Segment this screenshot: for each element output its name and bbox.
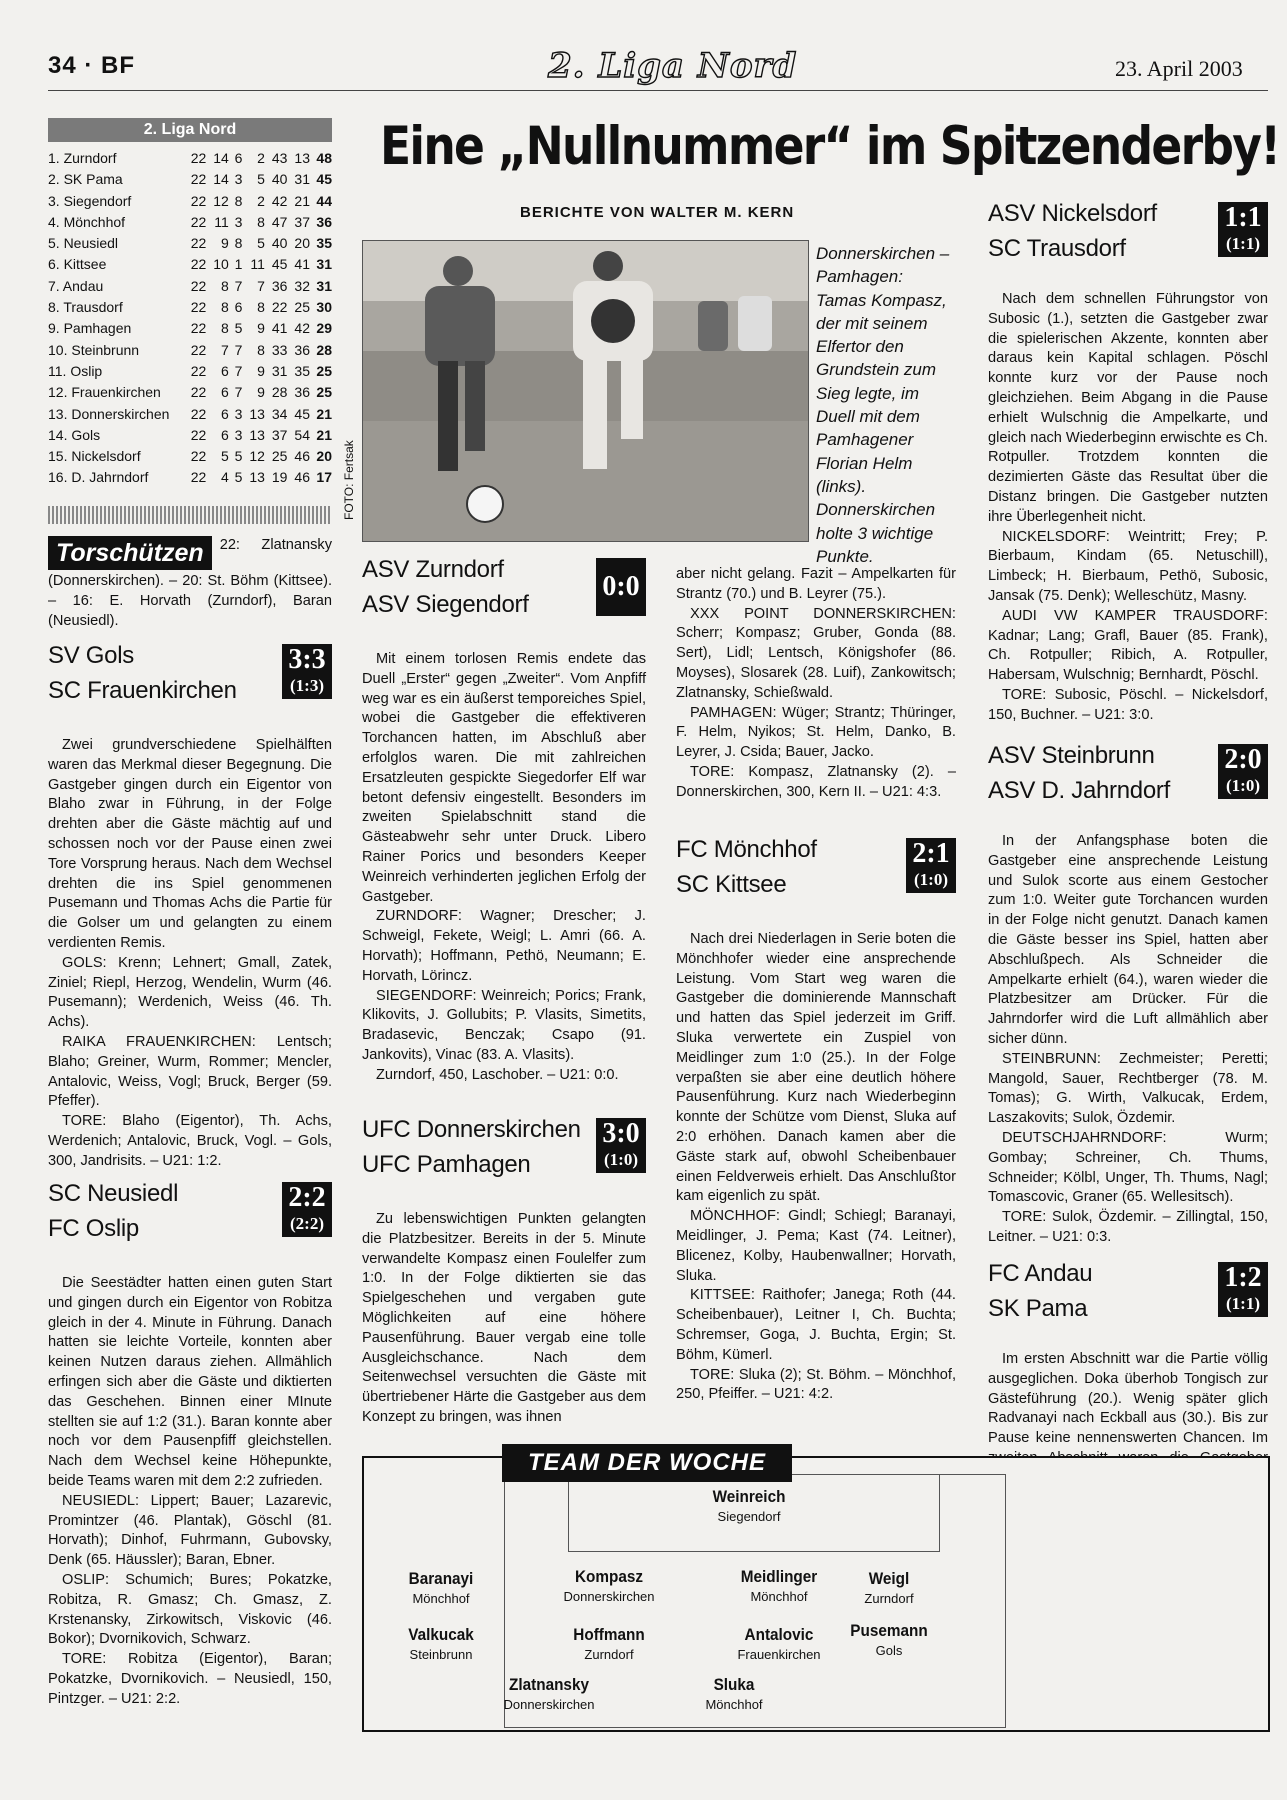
player-card: Sluka Mönchhof [705,1675,763,1712]
wins-cell: 10 [213,256,229,273]
wins-cell: 5 [221,448,229,465]
goals-for-cell: 28 [271,384,288,401]
goals-against-cell: 13 [294,150,310,166]
goals-for-cell: 42 [271,192,288,209]
table-row [48,361,332,382]
team-cell: 12. Frauenkirchen [48,384,161,401]
score-badge: 2:2 (2:2) [282,1182,332,1237]
goals-against-cell: 41 [294,256,310,273]
goals-for-cell: 25 [271,448,288,465]
wins-cell: 14 [213,171,229,188]
draws-cell: 3 [234,426,243,443]
score-badge: 3:3 (1:3) [282,644,332,699]
played-cell: 22 [190,341,207,358]
wins-cell: 11 [214,213,229,230]
table-row [48,254,332,275]
losses-cell: 9 [257,384,265,401]
torschuetzen-text: 22: Zlatnansky (Donnerskirchen). – 20: St. Böhm (Kittsee). – 16: E. Horvath (Zurndorf), Baran (Neusiedl). [48,537,332,629]
wins-cell: 9 [221,235,229,252]
draws-cell: 6 [234,299,243,316]
photo-caption: Donnerskirchen – Pamhagen: Tamas Kompasz, der mit seinem Elfertor den Grundstein zum Sieg legte, im Duell mit dem Pamhagener Florian Helm (links). Donnerskirchen holte 3 wichtige Punkte. [816,244,950,566]
team-cell: 10. Steinbrunn [48,341,140,358]
table-row [48,212,332,233]
header-rule [48,90,1268,91]
draws-cell: 3 [234,213,243,230]
goals-against-cell: 20 [294,235,310,252]
played-cell: 22 [190,277,207,294]
score-badge: 1:1 (1:1) [1218,202,1268,257]
player-card: Pusemann Gols [850,1621,928,1658]
losses-cell: 8 [257,341,265,358]
football-players-photo [363,241,808,541]
team-cell: 11. Oslip [48,362,103,379]
draws-cell: 5 [234,448,243,465]
losses-cell: 8 [257,299,265,316]
match-away: ASV D. Jahrndorf [988,777,1170,804]
team-cell: 5. Neusiedl [48,235,119,252]
match-report: Die Seestädter hatten einen guten Start und gingen durch ein Eigentor von Robitza gleich in der 4. Minute in Führung. Danach hatten sie leichte Vorteile, konnten aber keinen Nutzen daraus ziehen. Allmählich erfingen sich aber die Gäste und diktierten das Geschehen. Binnen einer MInute stellten sie auf 1:2 (31.). Baran konnte aber noch vor dem Pausenpfiff gleichstellen. Nach dem Wechsel keine Höhepunkte, beide Teams waren mit dem 2:2 zufrieden. NEUSIEDL: Lippert; Bauer; Lazarevic, Promintzer (46. Plantak), Göschl (81. Horvath); Dinhof, Fuhrmann, Gubovsky, Denk (65. Häussler); Baran, Ebner. OSLIP: Schumich; Bures; Pokatzke, Robitza, R. Gmasz; Ch. Gmasz, Z. Krstenansky, Zirkowitsch, Viskovic (46. Bokor); Dvornikovich, Schwarz. TORE: Robitza (Eigentor), Baran; Pokatzke, Dvornikovich. – Neusiedl, 150, Pintzger. – U21: 2:2. [48,1275,332,1707]
table-divider [48,506,332,524]
draws-cell: 5 [234,320,243,337]
team-cell: 7. Andau [48,277,104,294]
goals-for-cell: 19 [271,469,288,486]
table-row [48,404,332,425]
played-cell: 22 [190,469,207,486]
draws-cell: 7 [234,362,243,379]
team-der-woche-box [362,1456,1270,1732]
headline: Eine „Nullnummer“ im Spitzenderby! [380,116,1280,177]
points-cell: 30 [316,299,332,316]
points-cell: 31 [316,277,332,294]
match-report: Zwei grundverschiedene Spielhälften waren das Merkmal dieser Begegnung. Die Gastgeber gingen durch ein Eigentor von Blaho zwar in Führung, in der Folge drehten aber die Gäste mächtig auf und schossen noch vor der Pause einen zwei Tore Vorsprung heraus. Nach dem Wechsel drehten die ins Spiel genommenen Pusemann und Thomas Achs die Partie für die Golser um und gelangten zu einem verdienten Remis. GOLS: Krenn; Lehnert; Gmall, Zatek, Ziniel; Riepl, Herzog, Wendelin, Wurm (46. Pusemann); Werdenich, Weiss (46. Th. Achs). RAIKA FRAUENKIRCHEN: Lentsch; Blaho; Greiner, Wurm, Rommer; Mencler, Antalovic, Weiss, Vogl; Bruck, Berger (59. Pfeffer). TORE: Blaho (Eigentor), Th. Achs, Werdenich; Antalovic, Bruck, Vogl. – Gols, 300, Jandrisits. – U21: 1:2. [48,737,332,1169]
goals-against-cell: 42 [294,320,310,337]
match-away: UFC Pamhagen [362,1151,531,1178]
goals-for-cell: 40 [271,171,288,188]
player-card: Valkucak Steinbrunn [408,1625,474,1662]
points-cell: 21 [316,405,332,422]
goals-against-cell: 46 [294,448,310,465]
photo-credit: FOTO: Fertsak [342,440,356,520]
goals-against-cell: 36 [294,341,310,358]
draws-cell: 7 [234,341,243,358]
player-card: Hoffmann Zurndorf [573,1625,645,1662]
losses-cell: 5 [257,171,265,188]
byline: BERICHTE VON WALTER M. KERN [520,204,795,221]
team-cell: 14. Gols [48,426,101,443]
league-table-title: 2. Liga Nord [48,118,332,142]
draws-cell: 6 [234,150,243,166]
table-row [48,467,332,488]
team-cell: 2. SK Pama [48,171,123,188]
wins-cell: 7 [221,341,229,358]
draws-cell: 5 [234,469,243,486]
standings-table [48,148,332,489]
match-photo [362,240,809,542]
losses-cell: 11 [250,256,265,273]
points-cell: 20 [316,448,332,465]
goals-against-cell: 36 [294,384,310,401]
wins-cell: 8 [221,277,229,294]
team-cell: 15. Nickelsdorf [48,448,141,465]
match-report: Mit einem torlosen Remis endete das Duell „Erster“ gegen „Zweiter“. Vom Anpfiff weg war es ein äußerst temporeiches Spiel, wobei die Gastgeber die effektiveren Torchancen hatten, im Abschluß aber erfolglos waren. Die mit zahlreichen Ersatzleuten gespickte Siegedorfer Elf war betont defensiv eingestellt. Besonders im zweiten Spielabschnitt stand die Gästeabwehr sehr unter Druck. Libero Rainer Porics und besonders Keeper Weinreich verhinderten jeglichen Erfolg der Gastgeber. ZURNDORF: Wagner; Drescher; J. Schweigl, Fekete, Weigl; L. Amri (66. A. Horvath); Hoffmann, Pethö, Neumann; E. Horvath, Lörincz. SIEGENDORF: Weinreich; Porics; Frank, Klikovits, J. Gollubits; P. Vlasits, Simetits, Bradasevic, Benczak; Csapo (91. Jankovits), Vinac (83. A. Vlasits). Zurndorf, 450, Laschober. – U21: 0:0. [362,651,646,1083]
losses-cell: 2 [257,150,265,166]
wins-cell: 8 [221,320,229,337]
played-cell: 22 [190,426,207,443]
played-cell: 22 [190,299,207,316]
match-away: SC Trausdorf [988,235,1126,262]
losses-cell: 13 [249,426,265,443]
played-cell: 22 [190,320,207,337]
goals-against-cell: 45 [294,405,310,422]
points-cell: 48 [316,150,332,166]
team-der-woche-title: TEAM DER WOCHE [502,1444,792,1482]
losses-cell: 13 [249,469,265,486]
match-report: Im ersten Abschnitt war die Partie völlig ausgeglichen. Doka überhob Tongisch zur Gästeführung (20.). Wenig später glich Radvanayi nach Eckball aus (30.). Bis zur Pause keine nennenswerten Chancen. Im [988,1351,1268,1447]
played-cell: 22 [190,362,207,379]
wins-cell: 6 [221,362,229,379]
points-cell: 36 [316,213,332,230]
match-away: SC Frauenkirchen [48,677,237,704]
played-cell: 22 [190,192,207,209]
draws-cell: 8 [234,192,243,209]
table-row [48,318,332,339]
goals-for-cell: 43 [271,150,288,166]
match-home: UFC Donnerskirchen [362,1116,581,1143]
losses-cell: 13 [249,405,265,422]
goals-for-cell: 37 [271,426,288,443]
page-number: 34 · BF [48,52,136,79]
wins-cell: 6 [221,426,229,443]
team-cell: 6. Kittsee [48,256,107,273]
match-away: ASV Siegendorf [362,591,529,618]
match-report: Nach dem schnellen Führungstor von Subosic (1.), setzten die Gastgeber zwar die spielerischen Akzente, konnten aber daraus kein Kapital schlagen. Pöschl konnte kurz vor der Pause noch gleichziehen. Beim Abgang in die Pause erhielt Wulschnig die Ampelkarte, und gleich nach Wiederbeginn erwischte es Ch. Rotpuller. Trotzdem konnten die dezimierten Gäste das Resultat über die Distanz bringen. Die Gastgeber nutzten ihre Überlegenheit nicht. NICKELSDORF: Weintritt; Frey; P. Bierbaum, Kindam (65. Netuschill), Limbeck; H. Bierbaum, Pethö, Subosic, Jansak (75. Denk); Welleschütz, Masny. AUDI VW KAMPER TRAUSDORF: Kadnar; Lang; Grafl, Bauer (85. Frank), Ch. Rotpuller; Ribich, A. Rotpuller, Habersam, Wulschnig; Bernhardt, Pöschl. TORE: Subosic, Pöschl. – Nickelsdorf, 150, Buchner. – U21: 3:0. [988,291,1268,723]
losses-cell: 7 [257,277,265,294]
section-title: 2. Liga Nord [548,46,798,86]
match-home: FC Mönchhof [676,836,817,863]
goals-against-cell: 25 [294,299,310,316]
losses-cell: 2 [257,192,265,209]
player-card: Antalovic Frauenkirchen [737,1625,821,1662]
team-cell: 8. Trausdorf [48,299,123,316]
match-report: Nach drei Niederlagen in Serie boten die Mönchhofer wieder eine ansprechende Leistung. Vom Start weg waren die Gastgeber die dominierende Mannschaft und hatten das Spiel jederzeit im Griff. Sluka verwertete ein Zuspiel von Meidlinger zum 1:0 (25.). In der Folge verpaßten sie aber eine deutlich höhere Pausenführung. Kurz nach Wiederbeginn konnte der Schütze vom Dienst, Sluka auf 2:0 erhöhen. Danach kamen aber die Gäste stark auf, obwohl Scheibenbauer einen Feldverweis erhielt. Das Anschlußtor kam eigenlich zu spät. MÖNCHHOF: Gindl; Schiegl; Baranayi, Meidlinger, J. Pema; Kast (74. Leitner), Blicenez, Kolby, Haubenwallner; Horvath, Sluka. KITTSEE: Raithofer; Janega; Roth (44. Scheibenbauer), Leitner I, Ch. Buchta; Schremser, Goga, J. Buchta, Ergin; St. Böhm, Kümerl. TORE: Sluka (2); St. Böhm. – Mönchhof, 250, Pfeiffer. – U21: 4:2. [676,931,956,1403]
losses-cell: 12 [249,448,265,465]
table-row [48,233,332,254]
player-card: Weigl Zurndorf [864,1569,914,1606]
table-row [48,382,332,403]
score-badge: 0:0 [596,558,646,616]
table-row [48,148,332,169]
match-home: ASV Nickelsdorf [988,200,1157,227]
torschuetzen-label: Torschützen [48,536,212,570]
torschuetzen-box [48,536,332,631]
match-home: FC Andau [988,1260,1093,1287]
match-nickelsdorf [988,196,1268,726]
draws-cell: 7 [234,277,243,294]
wins-cell: 8 [221,299,229,316]
table-row [48,297,332,318]
points-cell: 17 [316,469,332,486]
played-cell: 22 [190,171,207,188]
goals-against-cell: 46 [294,469,310,486]
goals-for-cell: 41 [271,320,288,337]
played-cell: 22 [190,213,207,230]
draws-cell: 8 [234,235,243,252]
points-cell: 25 [316,384,332,401]
points-cell: 31 [316,256,332,273]
team-cell: 16. D. Jahrndorf [48,469,149,486]
points-cell: 44 [316,192,332,209]
draws-cell: 3 [234,171,243,188]
table-row [48,425,332,446]
match-neusiedl [48,1176,332,1710]
points-cell: 35 [316,235,332,252]
match-away: FC Oslip [48,1215,139,1242]
match-away: SK Pama [988,1295,1088,1322]
played-cell: 22 [190,235,207,252]
draws-cell: 7 [234,384,243,401]
table-row [48,340,332,361]
match-report: In der Anfangsphase boten die Gastgeber eine ansprechende Leistung und Sulok scorte aus einem Gestocher zum 1:0. Weiter gute Torchancen wurden in der Folge nicht genutzt. Danach kamen die Gäste besser ins Spiel, hatten aber Abschlußpech. Als Schneider die Ampelkarte erhielt (64.), waren wieder die Platzbesitzer am Drücker. Für die Jahrndorfer wird die Luft allmählich aber sicher dünn. STEINBRUNN: Zechmeister; Peretti; Mangold, Sauer, Rechtberger (78. M. Tomas); G. Wirth, Valkucak, Erdem, Laszakovits; Sulok, Özdemir. DEUTSCHJAHRNDORF: Wurm; Gombay; Schreiner, Ch. Thums, Schneider; Kölbl, Unger, Th. Thums, Nagl; Tomascovic, Graner (65. Wellesitsch). TORE: Sulok, Özdemir. – Zillingtal, 150, Leitner. – U21: 0:3. [988,833,1268,1245]
played-cell: 22 [190,448,207,465]
table-row [48,169,332,190]
goals-for-cell: 22 [271,299,288,316]
goals-for-cell: 47 [271,213,288,230]
points-cell: 28 [316,341,332,358]
goals-for-cell: 34 [271,405,288,422]
goals-for-cell: 33 [271,341,288,358]
match-away: SC Kittsee [676,871,787,898]
table-row [48,191,332,212]
team-cell: 3. Siegendorf [48,192,132,209]
player-card: Meidlinger Mönchhof [740,1567,818,1604]
losses-cell: 9 [257,362,265,379]
team-cell: 9. Pamhagen [48,320,132,337]
goals-against-cell: 37 [294,213,310,230]
points-cell: 29 [316,320,332,337]
goals-against-cell: 54 [294,426,310,443]
goals-for-cell: 40 [271,235,288,252]
goals-against-cell: 21 [294,192,310,209]
played-cell: 22 [190,384,207,401]
team-cell: 1. Zurndorf [48,150,117,166]
points-cell: 21 [316,426,332,443]
goals-for-cell: 45 [271,256,288,273]
goals-against-cell: 35 [294,362,310,379]
draws-cell: 1 [234,256,243,273]
player-card: Zlatnansky Donnerskirchen [503,1675,595,1712]
goals-for-cell: 31 [271,362,288,379]
wins-cell: 6 [221,384,229,401]
wins-cell: 6 [221,405,229,422]
score-badge: 3:0 (1:0) [596,1118,646,1173]
match-donnerskirchen-cont: aber nicht gelang. Fazit – Ampelkarten für Strantz (70.) und B. Leyrer (75.). XXX POINT DONNERSKIRCHEN: Scherr; Kompasz; Gruber, Gonda (88. Sert), Lidl; Lentsch, Königshofer (86. Moyses), Slosarek (28. Luif), Zankowitsch; Zlatnansky, Schießwald. PAMHAGEN: Wüger; Strantz; Thüringer, F. Helm, Nyikos; St. Helm, Danko, B. Leyrer, J. Csida; Bauer, Jacko. TORE: Kompasz, Zlatnansky (2). – Donnerskirchen, 300, Kern II. – U21: 4:3. [676,566,956,800]
player-card: Baranayi Mönchhof [408,1569,474,1606]
losses-cell: 8 [257,213,265,230]
player-card: Kompasz Donnerskirchen [563,1567,655,1604]
match-moenchhof [676,832,956,1405]
team-cell: 4. Mönchhof [48,213,126,230]
score-badge: 2:1 (1:0) [906,838,956,893]
score-badge: 2:0 (1:0) [1218,744,1268,799]
goals-against-cell: 32 [294,277,310,294]
issue-date: 23. April 2003 [1115,56,1243,81]
wins-cell: 4 [221,469,229,486]
team-cell: 13. Donnerskirchen [48,405,170,422]
losses-cell: 5 [257,235,265,252]
match-home: ASV Steinbrunn [988,742,1155,769]
played-cell: 22 [190,150,207,166]
goals-against-cell: 31 [294,171,310,188]
match-home: SC Neusiedl [48,1180,179,1207]
losses-cell: 9 [257,320,265,337]
goals-for-cell: 36 [271,277,288,294]
match-zurndorf [362,552,646,1086]
match-home: ASV Zurndorf [362,556,504,583]
match-gols [48,638,332,1172]
league-table [48,118,332,489]
match-donnerskirchen [362,1112,646,1428]
player-card: Weinreich Siegendorf [712,1487,786,1524]
table-row [48,276,332,297]
wins-cell: 14 [213,150,229,166]
match-report: Zu lebenswichtigen Punkten gelangten die Platzbesitzer. Bereits in der 5. Minute verwandelte Kompasz einen Foulelfer zum 1:0. In der Folge diktierten sie das Spielgeschehen und vergaben gute Möglichkeiten auf eine höhere Pausenführung. Bauer vergab eine tolle Ausgleichschance. Nach dem Seitenwechsel versuchten die Gäste mit übertriebener Härte die Gastgeber aus dem Konzept zu bringen, was ihnen [362,1211,646,1425]
points-cell: 45 [316,171,332,188]
played-cell: 22 [190,256,207,273]
wins-cell: 12 [213,192,229,209]
match-home: SV Gols [48,642,134,669]
table-row [48,446,332,467]
points-cell: 25 [316,362,332,379]
score-badge: 1:2 (1:1) [1218,1262,1268,1317]
played-cell: 22 [190,405,207,422]
match-steinbrunn [988,738,1268,1248]
draws-cell: 3 [234,405,243,422]
